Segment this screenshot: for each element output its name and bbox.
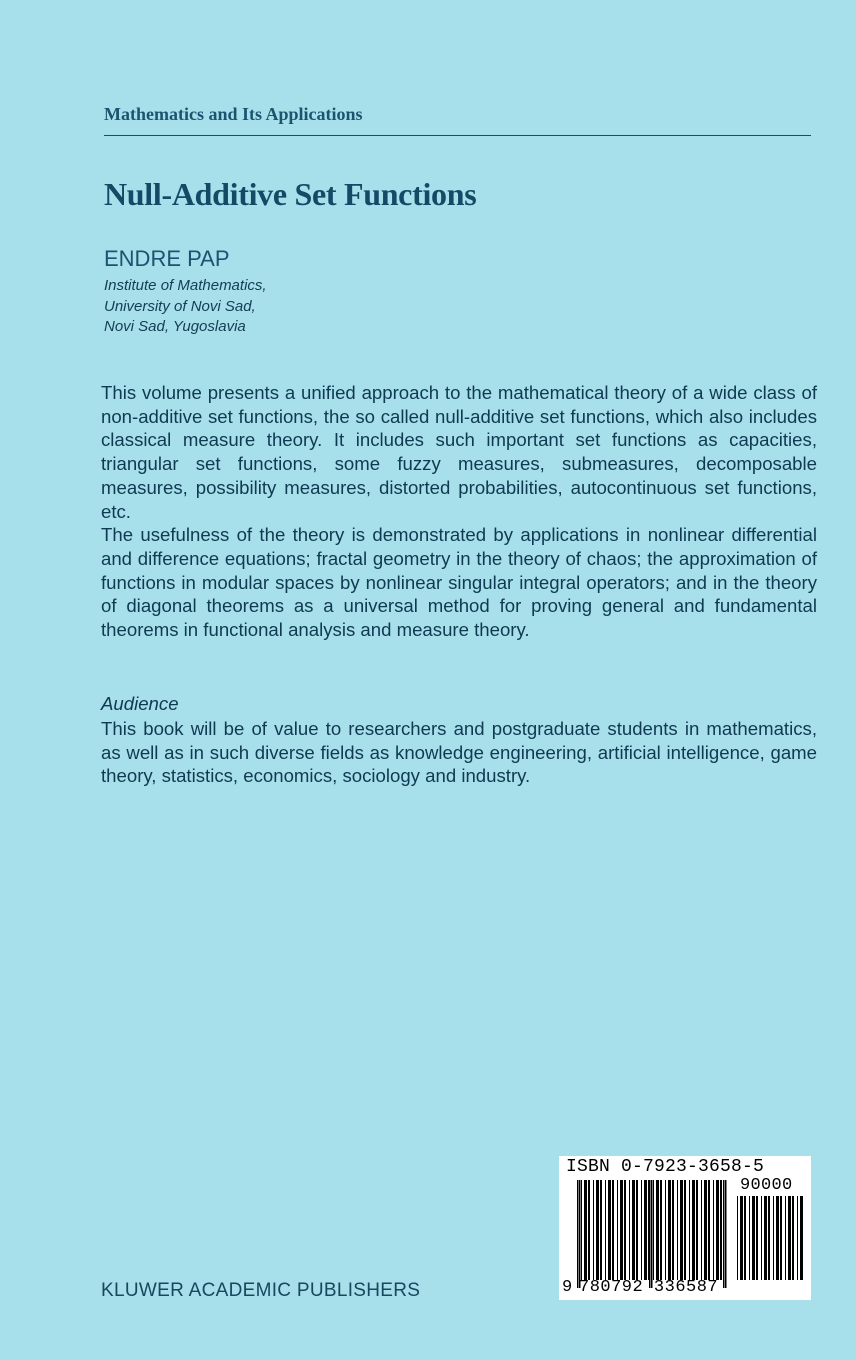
- barcode-bar: [720, 1180, 722, 1280]
- barcode-bar: [593, 1180, 594, 1280]
- barcode-bar: [596, 1180, 599, 1280]
- barcode-bar: [605, 1180, 606, 1280]
- price-code: 90000: [740, 1176, 793, 1195]
- barcode-guard-bar: [649, 1180, 651, 1288]
- barcode-guard-bar: [577, 1180, 579, 1288]
- barcode-bar: [704, 1180, 707, 1280]
- barcode-bar: [692, 1180, 695, 1280]
- barcode-bar: [617, 1180, 618, 1280]
- publisher-name: KLUWER ACADEMIC PUBLISHERS: [101, 1280, 421, 1301]
- barcode-bar: [768, 1196, 770, 1280]
- isbn-barcode: [559, 1156, 811, 1300]
- description-paragraph: This volume presents a unified approach to the mathematical theory of a wide class of non-additive set functions, the so called null-additive set functions, which also includes classical measure theory. It includes such important set functions as capacities, triangular set functions, some fuzzy measures, submeasures, decomposable measures, possibility measures, distorted probabilities, autocontinuous set functions, etc.: [101, 382, 817, 522]
- barcode-bar: [608, 1180, 611, 1280]
- barcode-bar: [716, 1180, 719, 1280]
- barcode-guard-bar: [579, 1180, 581, 1288]
- barcode-bar: [780, 1196, 782, 1280]
- barcode-bar: [620, 1180, 623, 1280]
- barcode-bar: [644, 1180, 647, 1280]
- barcode-bar: [761, 1196, 762, 1280]
- barcode-bar: [624, 1180, 626, 1280]
- barcode-bar: [581, 1180, 582, 1280]
- barcode-bar: [641, 1180, 642, 1280]
- barcode-bar: [744, 1196, 746, 1280]
- barcode-bar: [701, 1180, 702, 1280]
- barcode-bar: [632, 1180, 635, 1280]
- barcode-bar: [800, 1196, 803, 1280]
- header-divider: [104, 135, 811, 136]
- barcode-bar: [612, 1180, 614, 1280]
- description: [101, 381, 817, 642]
- barcode-bar: [708, 1180, 710, 1280]
- barcode-bar: [788, 1196, 791, 1280]
- barcode-bar: [636, 1180, 638, 1280]
- affiliation-line: Institute of Mathematics,: [104, 277, 267, 294]
- barcode-bar: [684, 1180, 686, 1280]
- barcode-bar: [660, 1180, 662, 1280]
- barcode-bar: [773, 1196, 774, 1280]
- barcode-bar: [689, 1180, 690, 1280]
- barcode-bar: [600, 1180, 602, 1280]
- series-title: Mathematics and Its Applications: [104, 104, 363, 124]
- affiliation-line: Novi Sad, Yugoslavia: [104, 318, 246, 335]
- barcode-bar: [584, 1180, 587, 1280]
- author-affiliation: [104, 276, 267, 338]
- barcode-bar: [677, 1180, 678, 1280]
- barcode-guard-bar: [651, 1180, 653, 1288]
- barcode-bar: [629, 1180, 630, 1280]
- isbn-label: ISBN 0-7923-3658-5: [566, 1157, 765, 1177]
- barcode-bar: [665, 1180, 666, 1280]
- description-paragraph: The usefulness of the theory is demonstrated by applications in nonlinear differential and difference equations; fractal geometry in the theory of chaos; the approximation of functions in modular spaces by nonlinear singular integral operators; and in the theory of diagonal theorems as a universal method for proving general and fundamental theorems in functional analysis and measure theory.: [101, 524, 817, 641]
- barcode-bar: [764, 1196, 767, 1280]
- barcode-bar: [737, 1196, 738, 1280]
- barcode-bar: [588, 1180, 590, 1280]
- barcode-bar: [713, 1180, 714, 1280]
- barcode-guard-bar: [723, 1180, 725, 1288]
- author-name: ENDRE PAP: [104, 246, 230, 271]
- barcode-bar: [680, 1180, 683, 1280]
- barcode-bar: [749, 1196, 750, 1280]
- barcode-bar: [653, 1180, 654, 1280]
- barcode-guard-bar: [725, 1180, 727, 1288]
- barcode-bar: [696, 1180, 698, 1280]
- barcode-bar: [668, 1180, 671, 1280]
- barcode-bar: [776, 1196, 779, 1280]
- barcode-bar: [656, 1180, 659, 1280]
- barcode-bar: [797, 1196, 798, 1280]
- barcode-bar: [792, 1196, 794, 1280]
- book-title: Null-Additive Set Functions: [104, 176, 477, 212]
- barcode-bar: [756, 1196, 758, 1280]
- ean-digits: 780792 336587: [579, 1278, 719, 1297]
- audience-heading: Audience: [101, 693, 179, 714]
- barcode-bar: [672, 1180, 674, 1280]
- barcode-bar: [785, 1196, 786, 1280]
- barcode-bar: [740, 1196, 743, 1280]
- ean-first-digit: 9: [562, 1278, 573, 1297]
- audience-text: This book will be of value to researchers and postgraduate students in mathematics, as well as in such diverse fields as knowledge engineering, artificial intelligence, game theory, statistics, economics, sociology and industry.: [101, 718, 817, 787]
- affiliation-line: University of Novi Sad,: [104, 297, 256, 315]
- barcode-bar: [752, 1196, 755, 1280]
